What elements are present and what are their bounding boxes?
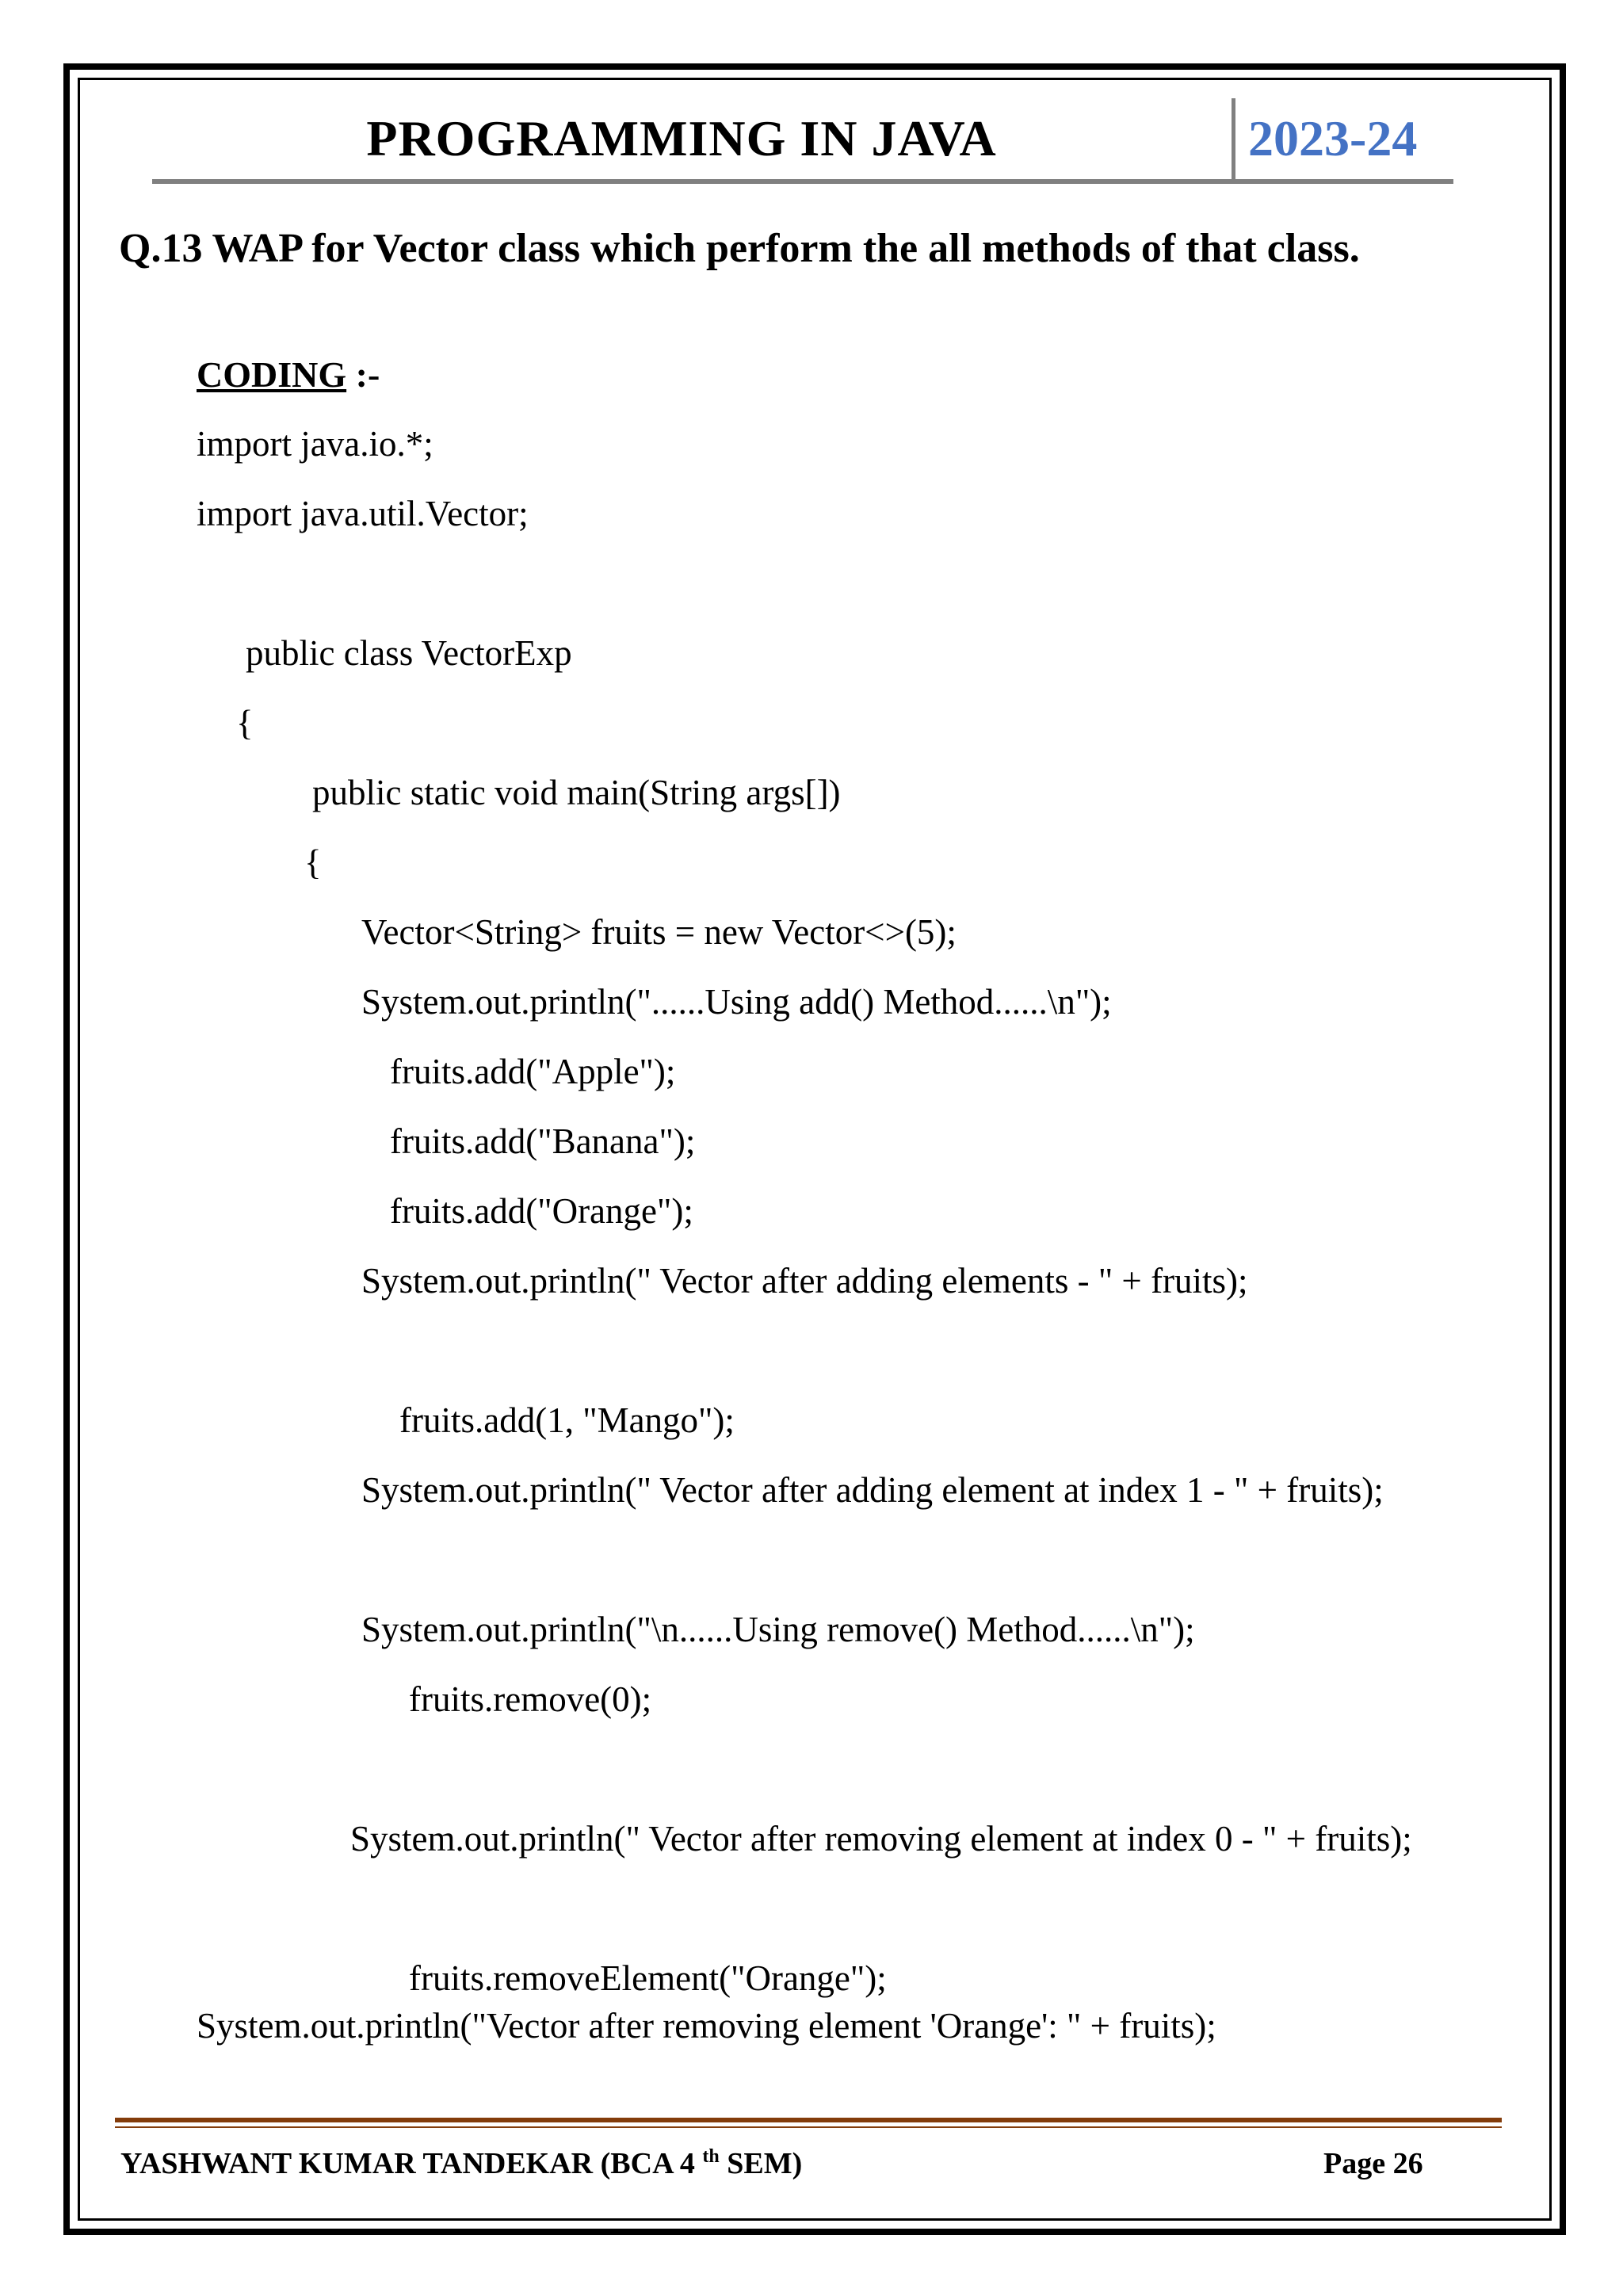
footer-author (120, 2146, 802, 2181)
coding-label: CODING (197, 354, 347, 395)
header-title: PROGRAMMING IN JAVA (366, 110, 997, 166)
code-line: import java.io.*; (197, 424, 433, 464)
code-line: fruits.add("Orange"); (390, 1191, 693, 1231)
code-line: { (236, 703, 254, 743)
question-title: Q.13 WAP for Vector class which perform the all methods of that class. (119, 226, 1360, 271)
code-line: { (304, 842, 322, 882)
code-line: System.out.println("Vector after removing element 'Orange': " + fruits); (197, 2006, 1216, 2046)
code-line: Vector<String> fruits = new Vector<>(5); (361, 912, 957, 952)
footer-rule-thin (115, 2126, 1502, 2128)
header-year: 2023-24 (1248, 110, 1418, 166)
code-line: fruits.remove(0); (409, 1679, 652, 1719)
footer-rule (115, 2118, 1502, 2122)
code-line: System.out.println("\n......Using remove() Method......\n"); (361, 1610, 1195, 1649)
code-line: fruits.removeElement("Orange"); (409, 1958, 887, 1998)
coding-heading (197, 353, 380, 395)
page-border-inner (78, 78, 1552, 2221)
coding-suffix: :- (346, 354, 380, 395)
header-divider (1232, 98, 1235, 182)
code-line: public static void main(String args[]) (312, 773, 841, 812)
code-line: System.out.println(" Vector after adding element at index 1 - " + fruits); (361, 1470, 1384, 1510)
code-line: public class VectorExp (246, 633, 572, 673)
header-rule (152, 179, 1453, 184)
code-line: System.out.println(" Vector after removing element at index 0 - " + fruits); (350, 1819, 1412, 1859)
code-line: fruits.add("Banana"); (390, 1121, 696, 1161)
footer-author-suffix: SEM) (719, 2147, 803, 2180)
footer-author-prefix: YASHWANT KUMAR TANDEKAR (BCA 4 (120, 2147, 703, 2180)
code-line: fruits.add("Apple"); (390, 1052, 676, 1091)
footer-page-number: Page 26 (1323, 2147, 1423, 2180)
code-line: fruits.add(1, "Mango"); (399, 1400, 735, 1440)
code-line: import java.util.Vector; (197, 494, 529, 533)
code-line: System.out.println(" Vector after adding elements - " + fruits); (361, 1261, 1248, 1301)
code-line: System.out.println("......Using add() Method......\n"); (361, 982, 1112, 1022)
footer-author-sup: th (702, 2146, 720, 2167)
